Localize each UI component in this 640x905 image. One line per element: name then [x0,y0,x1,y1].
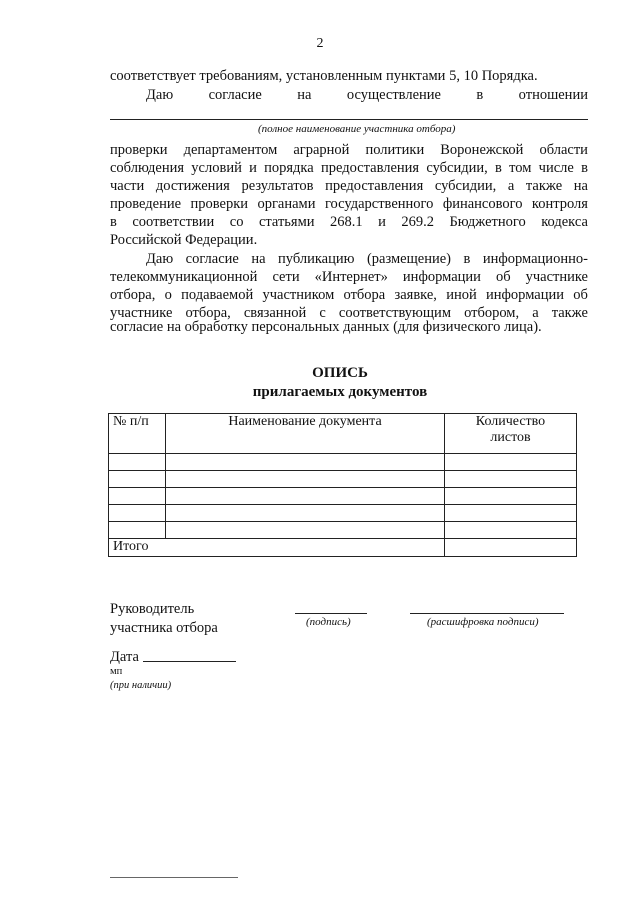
table-row [109,454,577,471]
table-cell [109,505,166,522]
word: предоставления [320,160,420,176]
word: Бюджетного [449,214,526,230]
word: также [525,178,563,194]
word: результатов [241,178,314,194]
table-cell [166,471,445,488]
total-label: Итого [109,539,445,557]
word: об [495,269,511,285]
table-cell [109,488,166,505]
word: телекоммуникационной [110,269,258,285]
word: 269.2 [401,214,434,230]
word: участнике [525,269,588,285]
total-value [445,539,577,557]
table-row [109,488,577,505]
word: политики [365,142,425,158]
decode-caption: (расшифровка подписи) [427,616,539,628]
page-number: 2 [316,36,324,51]
word: на [573,178,588,194]
word: в [495,160,502,176]
word: связанной [243,305,307,321]
justified-line [146,86,588,104]
word: предоставления [325,178,424,194]
word: условий [191,160,242,176]
word: том [509,160,532,176]
header-document-name: Наименование документа [166,414,445,454]
word: осуществление [346,87,441,103]
table-cell [166,505,445,522]
word: на [297,87,312,103]
head-label-line2: участника отбора [110,620,218,636]
word: заявке, [394,287,437,303]
word: проведение [110,196,182,212]
word: о [164,287,172,303]
table-total-row [109,539,577,557]
word: публикацию [278,251,355,267]
date-label: Дата [110,649,139,665]
footer-rule [110,877,238,878]
word: кодекса [541,214,588,230]
word: в [581,160,588,176]
table-cell [166,454,445,471]
text-line: Российской Федерации. [110,232,258,248]
table-cell [445,488,577,505]
word: а [507,178,515,194]
word: субсидии, [426,160,488,176]
decode-underline [410,613,564,614]
table-header-row [109,414,577,454]
head-label-line1: Руководитель [110,601,195,617]
word: и [249,160,257,176]
stamp-label: мп [110,666,123,677]
word: отбора [343,287,386,303]
table-cell [109,454,166,471]
word: в [476,87,484,103]
date-underline [143,661,236,662]
word: части [110,178,145,194]
word: и [378,214,386,230]
word: отбора, [110,287,156,303]
word: информации [402,269,481,285]
table-cell [445,505,577,522]
word: соответствии [132,214,215,230]
word: 268.1 [330,214,363,230]
word: Даю [146,87,174,103]
table-row [109,471,577,488]
justified-line [146,250,588,268]
table-cell [445,471,577,488]
word: в [463,251,471,267]
word: согласие [185,251,239,267]
table-cell [109,471,166,488]
word: с [319,305,326,321]
word: также [551,305,588,321]
opis-subtitle: прилагаемых документов [252,384,428,400]
table-cell [166,488,445,505]
stamp-if-any: (при наличии) [110,680,172,691]
word: достижения [155,178,230,194]
word: проверки [110,142,168,158]
word: участнике [110,305,173,321]
word: государственного [324,196,434,212]
word: области [539,142,588,158]
justified-line [110,177,588,195]
word: контроля [531,196,588,212]
word: «Интернет» [314,269,388,285]
justified-line [110,213,588,231]
table-cell [445,522,577,539]
word: отношении [518,87,588,103]
header-sheet-count: Количество листов [445,414,577,454]
word: проверки [190,196,249,212]
word: иной [446,287,477,303]
participant-name-caption: (полное наименование участника отбора) [258,123,456,135]
word: на [251,251,266,267]
word: со [229,214,244,230]
justified-line [110,195,588,213]
word: отбором, [464,305,520,321]
word: (размещение) [366,251,452,267]
table-cell [109,522,166,539]
justified-line [110,286,588,304]
word: департаментом [183,142,278,158]
justified-line [110,141,588,159]
table-cell [166,522,445,539]
signature-underline [295,613,367,614]
word: статьями [258,214,315,230]
word: аграрной [293,142,350,158]
word: а [532,305,539,321]
signature-caption: (подпись) [306,616,351,628]
word: органами [257,196,316,212]
word: соблюдения [110,160,185,176]
justified-line [110,159,588,177]
word: согласие [208,87,262,103]
word: субсидии, [434,178,497,194]
word: Даю [146,251,174,267]
word: об [573,287,588,303]
word: в [110,214,117,230]
word: подаваемой [181,287,254,303]
word: числе [538,160,574,176]
word: информационно- [482,251,588,267]
header-number: № п/п [109,414,166,454]
word: финансового [442,196,523,212]
opis-title: ОПИСЬ [312,365,368,381]
word: участником [262,287,335,303]
table-cell [445,454,577,471]
word: соответствующим [338,305,451,321]
word: сети [272,269,300,285]
table-row [109,505,577,522]
justified-line [110,268,588,286]
text-line: соответствует требованиям, установленным пунктами 5, 10 Порядка. [110,68,538,84]
word: информации [486,287,564,303]
word: отбора, [185,305,231,321]
participant-name-underline [110,119,588,120]
documents-table [108,413,577,557]
word: Воронежской [440,142,524,158]
word: порядка [264,160,314,176]
table-row [109,522,577,539]
text-line: согласие на обработку персональных данных (для физического лица). [110,319,542,335]
